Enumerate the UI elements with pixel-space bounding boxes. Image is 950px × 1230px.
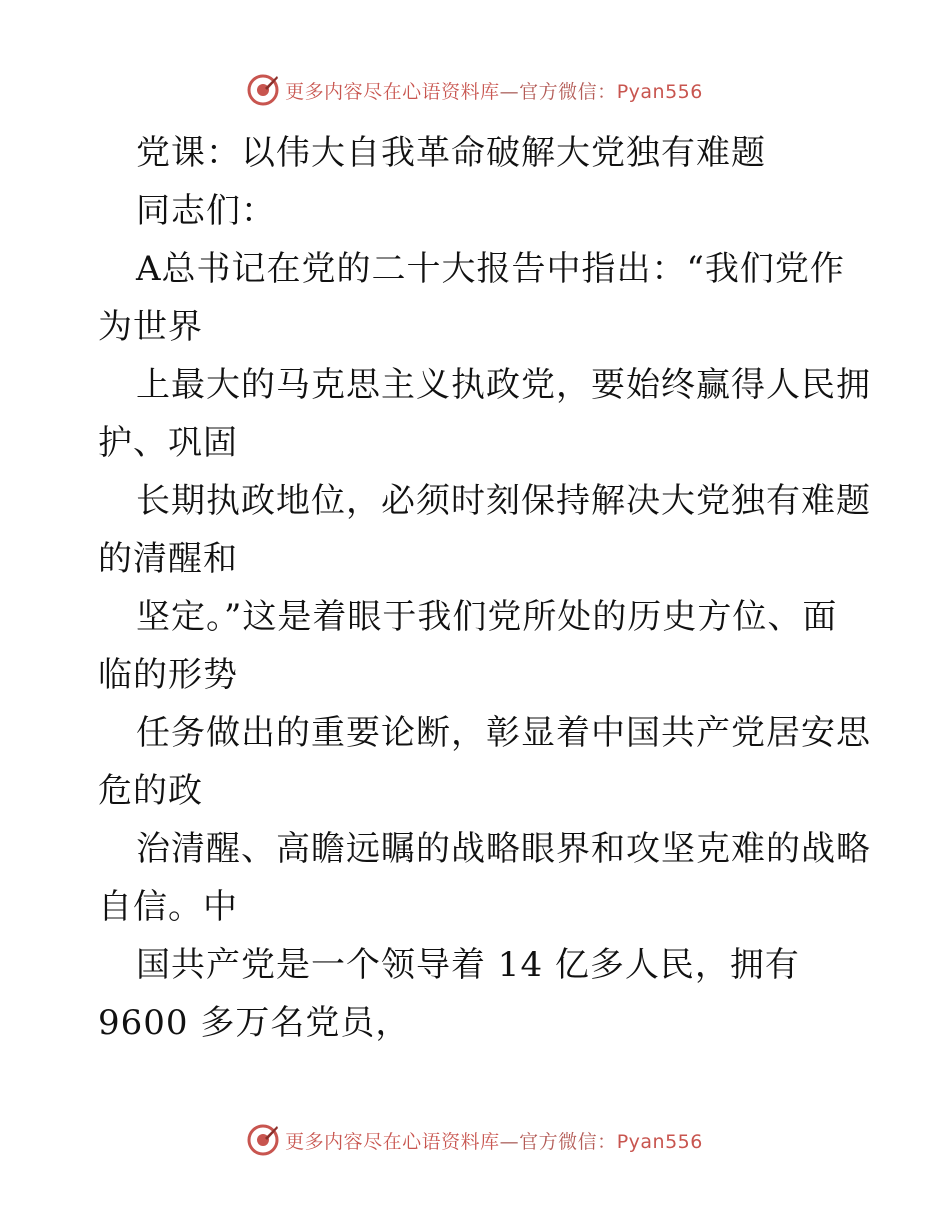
text-line: 危的政 (98, 771, 203, 811)
text-line: 坚定。”这是着眼于我们党所处的历史方位、面 (136, 597, 838, 637)
watermark-brand: 更多内容尽在心语资料库 (285, 1130, 500, 1153)
pen-logo-icon (247, 74, 279, 106)
text-line: 临的形势 (98, 655, 238, 695)
text-line: 国共产党是一个领导着 14 亿多人民，拥有 (136, 945, 800, 985)
text-line: 护、巩固 (98, 423, 238, 463)
footer-watermark (0, 1120, 950, 1160)
text-line: 长期执政地位，必须时刻保持解决大党独有难题 (136, 481, 871, 521)
watermark-wechat-id: Pyan556 (616, 1130, 703, 1153)
watermark-official: 官方微信： (519, 1130, 617, 1153)
watermark-dash: — (499, 80, 520, 103)
document-body (98, 124, 871, 1052)
text-line: 为世界 (98, 307, 203, 347)
watermark-text (285, 77, 703, 104)
watermark-official: 官方微信： (519, 80, 617, 103)
text-line: 上最大的马克思主义执政党，要始终赢得人民拥 (136, 365, 871, 405)
text-line: 同志们： (136, 191, 276, 231)
text-line: A总书记在党的二十大报告中指出：“我们党作 (136, 249, 845, 289)
watermark-text (285, 1127, 703, 1154)
text-line: 任务做出的重要论断，彰显着中国共产党居安思 (136, 713, 871, 753)
text-line: 的清醒和 (98, 539, 238, 579)
text-line: 9600 多万名党员， (98, 1003, 411, 1043)
pen-logo-icon (247, 1124, 279, 1156)
text-line: 治清醒、高瞻远瞩的战略眼界和攻坚克难的战略 (136, 829, 871, 869)
header-watermark (0, 70, 950, 110)
watermark-wechat-id: Pyan556 (616, 80, 703, 103)
watermark-brand: 更多内容尽在心语资料库 (285, 80, 500, 103)
watermark-dash: — (499, 1130, 520, 1153)
document-title: 党课：以伟大自我革命破解大党独有难题 (136, 133, 766, 173)
text-line: 自信。中 (98, 887, 238, 927)
